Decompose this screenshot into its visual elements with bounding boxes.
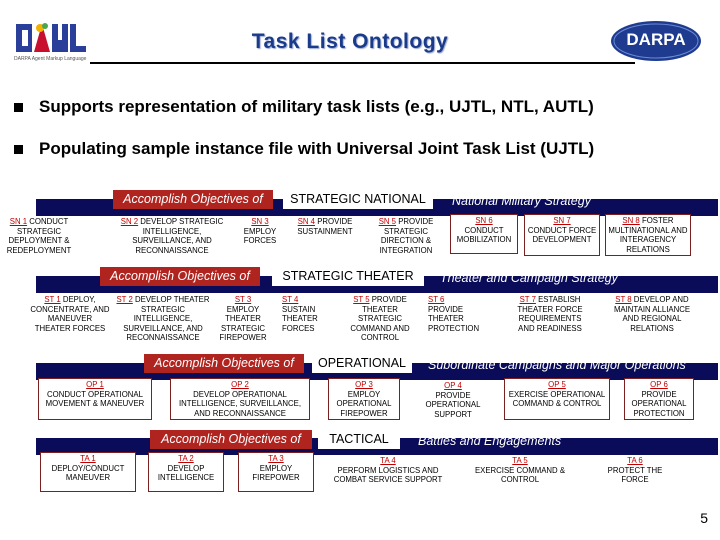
task-text: CONDUCT STRATEGIC DEPLOYMENT & REDEPLOYMENT [6, 217, 72, 255]
task-op-1 [38, 378, 152, 420]
task-sn-6 [450, 214, 518, 254]
task-id: OP 1 [86, 380, 104, 389]
task-id: ST 5 [353, 295, 370, 304]
bullet-1-text: Supports representation of military task lists (e.g., UJTL, NTL, AUTL) [39, 97, 594, 116]
row4-header-right: Battles and Engagements [418, 434, 562, 448]
task-text: EMPLOY OPERATIONAL FIREPOWER [336, 389, 392, 418]
task-text: EXERCISE OPERATIONAL COMMAND & CONTROL [508, 389, 606, 409]
row2-header-left: Accomplish Objectives of [100, 267, 260, 286]
task-text: PROVIDE SUSTAINMENT [297, 217, 353, 236]
row4-header-left: Accomplish Objectives of [150, 430, 312, 449]
task-id: OP 4 [444, 381, 462, 390]
row3-header-mid: OPERATIONAL [312, 354, 412, 373]
task-st-8 [612, 295, 692, 333]
task-text: CONDUCT FORCE DEVELOPMENT [527, 225, 597, 245]
task-id: TA 6 [627, 456, 643, 465]
task-id: TA 5 [512, 456, 528, 465]
task-sn-5 [368, 217, 444, 255]
task-id: OP 5 [548, 380, 566, 389]
task-text: EMPLOY FIREPOWER [252, 463, 300, 483]
task-op-5 [504, 378, 610, 420]
task-sn-8 [605, 214, 691, 256]
task-text: SUSTAIN THEATER FORCES [282, 304, 318, 333]
bullet-1 [14, 97, 594, 117]
task-st-7 [510, 295, 590, 333]
task-text: DEVELOP OPERATIONAL INTELLIGENCE, SURVEILLANCE, AND RECONNAISSANCE [178, 389, 302, 418]
task-sn-1 [4, 217, 74, 255]
row1-header-mid: STRATEGIC NATIONAL [283, 190, 433, 209]
task-id: TA 2 [178, 454, 194, 463]
task-ta-3 [238, 452, 314, 492]
task-st-3 [214, 295, 272, 343]
task-id: SN 8 [622, 216, 640, 225]
row2-header-right: Theater and Campaign Strategy [440, 271, 618, 285]
task-text: PROTECT THE FORCE [607, 465, 663, 485]
task-id: SN 2 [120, 217, 139, 226]
task-st-2 [115, 295, 211, 343]
task-text: CONDUCT MOBILIZATION [456, 225, 512, 245]
task-id: TA 4 [380, 456, 396, 465]
task-st-5 [342, 295, 418, 343]
task-text: EMPLOY FORCES [243, 226, 277, 246]
row1-header-right: National Military Strategy [452, 194, 591, 208]
task-text: EXERCISE COMMAND & CONTROL [474, 465, 566, 485]
task-text: PROVIDE OPERATIONAL PROTECTION [631, 389, 687, 418]
task-text: CONDUCT OPERATIONAL MOVEMENT & MANEUVER [45, 389, 145, 409]
task-text: EMPLOY THEATER STRATEGIC FIREPOWER [219, 304, 267, 343]
darpa-logo [610, 20, 702, 62]
task-op-2 [170, 378, 310, 420]
task-id: ST 6 [428, 295, 445, 304]
task-id: SN 6 [475, 216, 493, 225]
task-text: ESTABLISH THEATER FORCE REQUIREMENTS AND READINESS [517, 295, 583, 333]
task-text: DEVELOP AND MAINTAIN ALLIANCE AND REGIONAL RELATIONS [613, 295, 691, 333]
task-text: DEPLOY/CONDUCT MANEUVER [51, 463, 125, 483]
task-id: ST 8 [615, 295, 632, 304]
title-divider [90, 62, 635, 64]
task-id: SN 1 [9, 217, 28, 226]
daml-logo [14, 18, 90, 66]
task-id: OP 2 [231, 380, 249, 389]
task-text: DEVELOP STRATEGIC INTELLIGENCE, SURVEILLANCE, AND RECONNAISSANCE [132, 217, 224, 255]
page-number: 5 [700, 510, 708, 526]
task-op-6 [624, 378, 694, 420]
task-id: OP 6 [650, 380, 668, 389]
task-sn-7 [524, 214, 600, 256]
task-ta-5 [470, 456, 570, 485]
bullet-2-text: Populating sample instance file with Universal Joint Task List (UJTL) [39, 139, 595, 158]
bullet-2 [14, 139, 594, 159]
bullet-square-icon [14, 145, 23, 154]
darpa-logo-text: DARPA [626, 30, 686, 49]
task-id: TA 1 [80, 454, 96, 463]
task-op-3 [328, 378, 400, 420]
daml-tagline: DARPA Agent Markup Language [14, 56, 87, 62]
task-text: DEVELOP INTELLIGENCE [157, 463, 215, 483]
task-text: DEVELOP THEATER STRATEGIC INTELLIGENCE, SURVEILLANCE, AND RECONNAISSANCE [123, 295, 210, 343]
task-id: ST 3 [234, 295, 252, 304]
task-text: PERFORM LOGISTICS AND COMBAT SERVICE SUPPORT [333, 465, 443, 485]
task-st-1 [30, 295, 110, 333]
task-id: OP 3 [355, 380, 373, 389]
task-ta-6 [596, 456, 674, 485]
row1-header-left: Accomplish Objectives of [113, 190, 273, 209]
task-sn-4 [292, 217, 358, 236]
task-sn-3 [238, 217, 282, 246]
task-st-6 [428, 295, 490, 333]
task-id: SN 7 [553, 216, 571, 225]
task-text: PROVIDE THEATER STRATEGIC COMMAND AND CONTROL [350, 295, 410, 343]
task-id: TA 3 [268, 454, 284, 463]
row2-header-mid: STRATEGIC THEATER [272, 267, 424, 286]
task-id: ST 4 [282, 295, 299, 304]
page-title: Task List Ontology [251, 30, 449, 53]
task-text: PROVIDE OPERATIONAL SUPPORT [425, 390, 481, 419]
row3-header-right: Subordinate Campaigns and Major Operations [428, 358, 686, 372]
task-id: ST 2 [116, 295, 133, 304]
task-sn-2 [112, 217, 232, 255]
task-text: PROVIDE THEATER PROTECTION [428, 304, 480, 333]
row4-header-mid: TACTICAL [318, 430, 400, 449]
task-op-4 [420, 381, 486, 419]
bullet-square-icon [14, 103, 23, 112]
task-ta-4 [328, 456, 448, 485]
task-ta-1 [40, 452, 136, 492]
task-id: ST 1 [44, 295, 61, 304]
task-id: SN 3 [251, 217, 269, 226]
task-text: DEPLOY, CONCENTRATE, AND MANEUVER THEATER FORCES [30, 295, 110, 333]
task-text: PROVIDE STRATEGIC DIRECTION & INTEGRATION [379, 217, 434, 255]
row3-header-left: Accomplish Objectives of [144, 354, 304, 373]
task-st-4 [282, 295, 326, 333]
task-text: FOSTER MULTINATIONAL AND INTERAGENCY RELATIONS [608, 216, 688, 254]
task-id: SN 4 [297, 217, 316, 226]
task-id: SN 5 [378, 217, 397, 226]
task-id: ST 7 [519, 295, 536, 304]
task-ta-2 [148, 452, 224, 492]
